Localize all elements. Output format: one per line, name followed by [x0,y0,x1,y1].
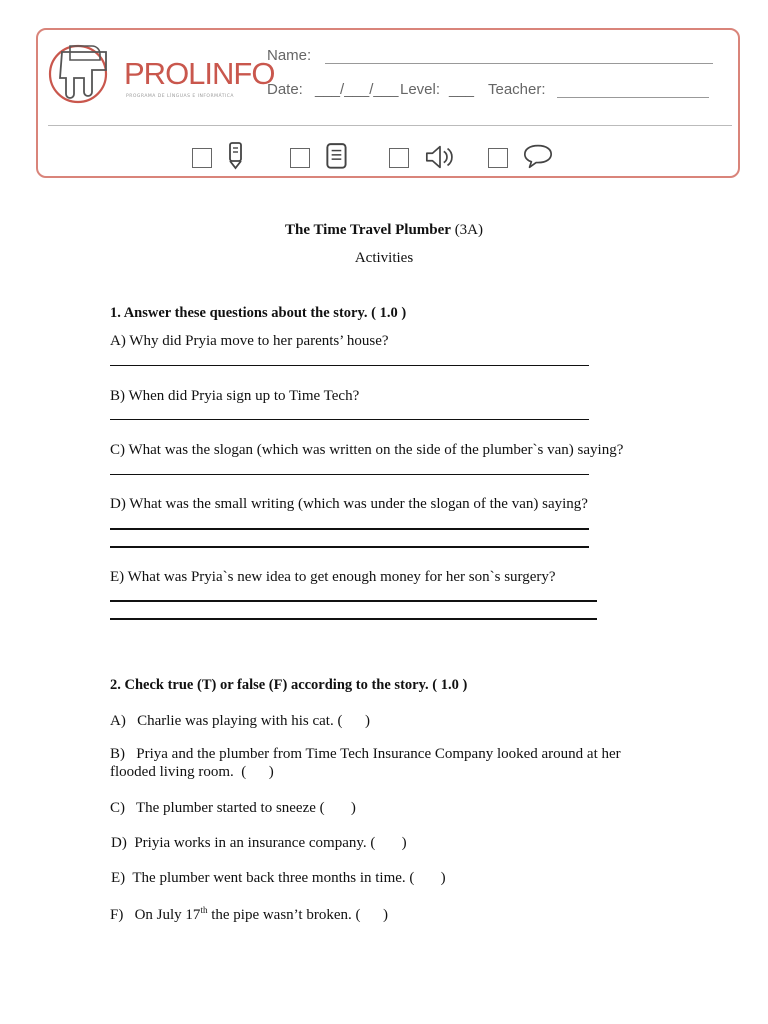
reading-checkbox[interactable] [290,148,310,168]
logo-mark-icon [48,42,120,106]
tf-item-b-cont[interactable]: flooded living room. ( ) [110,764,274,780]
date-field[interactable]: ___/___/___ [315,81,399,98]
answer-line-d1[interactable] [110,528,589,530]
question-d: D) What was the small writing (which was under the slogan of the van) saying? [110,496,588,512]
answer-line-a[interactable] [110,365,589,366]
header-divider [48,125,732,126]
tf-item-b[interactable]: B) Priya and the plumber from Time Tech Insurance Company looked around at her [110,746,621,762]
reading-icon [321,142,353,172]
tf-item-d[interactable]: D) Priyia works in an insurance company. ( ) [111,835,407,851]
worksheet-title [0,222,768,239]
answer-line-b[interactable] [110,419,589,420]
listening-icon [424,142,456,172]
logo-subtitle: PROGRAMA DE LÍNGUAS E INFORMÁTICA [126,94,235,99]
logo-text: PROLINFO [124,56,275,91]
title-level: (3A) [450,222,484,238]
section2-heading: 2. Check true (T) or false (F) according to the story. ( 1.0 ) [110,677,468,693]
teacher-field[interactable] [557,97,709,98]
story-title: The Time Travel Plumber [284,222,451,238]
answer-line-e1[interactable] [110,600,597,602]
writing-checkbox[interactable] [192,148,212,168]
tf-item-a[interactable]: A) Charlie was playing with his cat. ( ) [110,713,370,729]
teacher-label: Teacher: [488,81,546,98]
level-label: Level: [400,81,441,98]
question-e: E) What was Pryia`s new idea to get enough money for her son`s surgery? [110,569,556,585]
tf-item-f[interactable] [110,905,388,924]
question-a: A) Why did Pryia move to her parents’ house? [110,333,389,349]
tf-item-f-end: the pipe wasn’t broken. ( ) [207,907,388,923]
question-b: B) When did Pryia sign up to Time Tech? [110,388,360,404]
answer-line-e2[interactable] [110,618,597,620]
worksheet-subtitle: Activities [354,250,414,266]
writing-icon [220,141,252,171]
listening-checkbox[interactable] [389,148,409,168]
name-field[interactable] [325,63,713,64]
tf-item-f-ordinal: th [200,905,208,915]
speaking-checkbox[interactable] [488,148,508,168]
level-field[interactable]: ___ [449,81,475,98]
speaking-icon [522,141,554,171]
answer-line-c[interactable] [110,474,589,475]
name-label: Name: [267,47,312,64]
worksheet-header [36,28,740,178]
section1-heading: 1. Answer these questions about the story. ( 1.0 ) [110,305,407,321]
question-c: C) What was the slogan (which was written on the side of the plumber`s van) saying? [110,442,624,458]
date-label: Date: [267,81,303,98]
tf-item-f-start: F) On July 17 [110,907,201,923]
answer-line-d2[interactable] [110,546,589,548]
tf-item-e[interactable]: E) The plumber went back three months in time. ( ) [111,870,446,886]
prolinfo-logo [48,42,275,106]
tf-item-c[interactable]: C) The plumber started to sneeze ( ) [110,800,356,816]
